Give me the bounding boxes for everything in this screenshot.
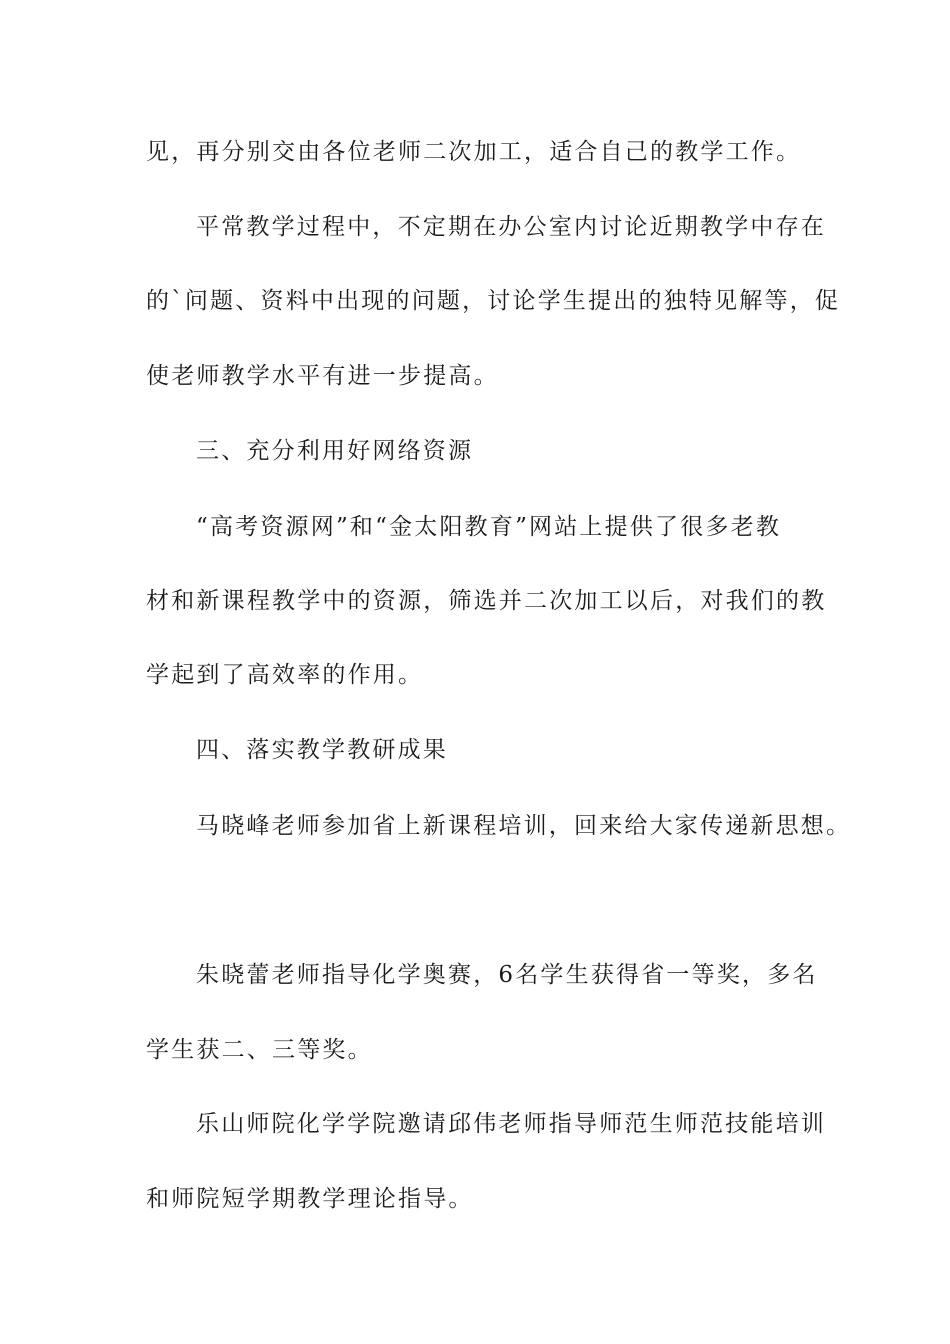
- text-line: 见，再分别交由各位老师二次加工，适合自己的教学工作。: [146, 139, 802, 165]
- text-line: 学生获二、三等奖。: [146, 1037, 373, 1063]
- text-line: 使老师教学水平有进一步提高。: [146, 363, 499, 389]
- section-heading: 三、充分利用好网络资源: [196, 438, 474, 464]
- section-heading: 四、落实教学教研成果: [196, 737, 448, 763]
- text-line: 材和新课程教学中的资源，筛选并二次加工以后，对我们的教: [146, 588, 827, 614]
- text-line: 学起到了高效率的作用。: [146, 662, 424, 688]
- text-line: “高考资源网”和“金太阳教育”网站上提供了很多老教: [196, 514, 782, 540]
- text-line: 朱晓蕾老师指导化学奥赛，6名学生获得省一等奖，多名: [196, 962, 818, 988]
- text-line: 平常教学过程中，不定期在办公室内讨论近期教学中存在: [196, 214, 826, 240]
- text-line: 乐山师院化学学院邀请邱伟老师指导师范生师范技能培训: [196, 1111, 826, 1137]
- text-line: 马晓峰老师参加省上新课程培训，回来给大家传递新思想。: [196, 813, 852, 839]
- text-line: 的`问题、资料中出现的问题，讨论学生提出的独特见解等，促: [146, 288, 841, 314]
- text-line: 和师院短学期教学理论指导。: [146, 1186, 474, 1212]
